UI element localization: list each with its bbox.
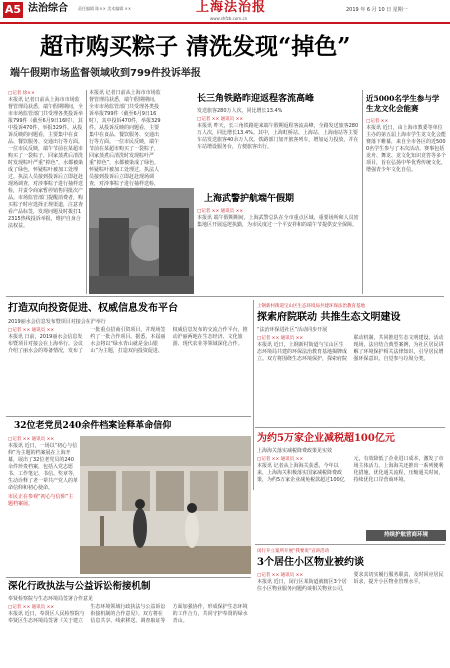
lead-byline: □记者 徐×× — [8, 91, 35, 96]
platform-headline: 打造双向投资促进、权威信息发布平台 — [8, 303, 178, 314]
platform-subhead: 2019丽水会信息发布暨项目对接会在沪举行 — [8, 319, 106, 325]
archive-photo — [80, 436, 251, 574]
enterprise-body: □记者 ×× 通讯员 ×× 本报讯 记者从上海海关获悉，今年以来，上海海关积极落实国家减税降费政策，为约5万家企业减免税款超过100亿元，有效降低了企业进口成本，激发了市场主体活力。上海海关还推出一系列便利化措施，优化通关流程，压缩通关时间，持续优化口岸营商环境。 — [257, 456, 444, 483]
lead-body-col-1: □记者 徐×× 本报讯 记者日前从上海市市场监督管理局获悉，端午假期期间，全市市场监管部门共受理各类投诉举报799件（截至6月9日16时），其中投诉470件，举报329件。从投诉反映的问题看，主要集中在食品、餐饮服务、交通出行等方面。一位市民反映，端午节前在某超市购买了一袋粽子，回家蒸煮后清洗时发现粽叶严重“掉色”，水都被染成了绿色，怀疑粽叶被加工处理过。执法人员接到投诉后立即赶赴现场调查，对涉事粽子进行抽样送检，并责令商家暂停销售同批次产品。市场监管部门提醒消费者，购买粽子时应选择正规渠道，注意查看产品标签，发现问题及时拨打12315热线投诉举报，维护自身合法权益。 — [8, 91, 84, 229]
students-headline: 近5000名学生参与学生龙文化会能赛 — [366, 94, 440, 113]
enterprise-headline: 为约5万家企业减税超100亿元 — [257, 433, 395, 444]
website: www.shfzb.com.cn — [210, 16, 248, 21]
page-code-badge: A5 — [4, 3, 22, 16]
archive-body: □记者 ×× 通讯员 ×× 本报讯 近日，一场以“初心与信仰”为主题的档案展在上海开幕，展出了32位老党员的240余件珍贵档案，包括入党志愿书、工作笔记、书信、奖章等，生动诠释了老一辈共产党人的革命信仰和初心使命。 市民正在参观“初心与信仰”主题档案展。 — [8, 437, 79, 507]
dispute-headline: 3个居住小区物业被约谈 — [257, 557, 364, 568]
paper-logo: 上海法治报 — [196, 0, 267, 15]
platform-body: □记者 ×× 通讯员 ×× 本报讯 日前，2019丽水会信息发布暨项目对接会在上海举行。会议介绍了丽水会的筹备情况，发布了一批重点招商引资项目，并现场签约了一批合作项目。据悉，本届丽水会将以“绿水青山就是金山银山”为主题，打造双向投资促进、权威信息发布的交流合作平台，推动沪丽两地在生态经济、文化旅游、现代农业等领域深化合作。 — [8, 327, 248, 354]
lead-photo — [89, 188, 194, 294]
rail-subhead: 发送旅客280万人次，同比增长13.4% — [197, 108, 283, 114]
issue-date: 2019 年 6 月 10 日 星期一 — [346, 7, 408, 13]
section-name: 法治综合 — [28, 3, 68, 14]
explore-body: □记者 ×× 通讯员 ×× 本报讯 近日，上钢新村街道与宝山区生态环境局共建的环保法治教育基地揭牌成立。双方将围绕生态环境保护，探索府院联动机制，共同推进生态文明建设。活动现场，法官结合典型案例，为社区居民讲解了环境保护相关法律知识，引导居民增强环保意识，自觉参与垃圾分类。 — [257, 335, 444, 362]
dispute-body: □记者 ×× 通讯员 ×× 本报讯 近日，闵行区某街道就辖区3个居住小区物业服务问题约谈相关物业公司，要求其切实履行服务职责，及时回应居民诉求，提升小区物业管理水平。 — [257, 572, 444, 592]
masthead — [0, 0, 450, 26]
students-body: □记者 ×× 本报讯 近日，由上海市教委等单位主办的第五届上海市学生龙文化会能赛落下帷幕，来自全市各区的近5000名学生参与了本次活动。赛事包括龙舟、舞龙、龙文化知识竞答等多个项目，旨在弘扬中华优秀传统文化，增强青少年文化自信。 — [366, 119, 447, 173]
welfare-subhead: 奉贤检察院与生态环境局签署合作意见 — [8, 596, 94, 602]
lead-subhead: 端午假期市场监督领域收到799件投诉举报 — [10, 68, 201, 79]
enterprise-subhead: 上海海关落实减税降费政策见实效 — [257, 448, 333, 454]
editor-credit: 责任编辑 陈×× 美术编辑 ×× — [78, 6, 132, 11]
dispute-kicker: 闵行开立案所开展“我要说”宣讲活动 — [257, 549, 330, 554]
lead-body-col-2: 本报讯 记者日前从上海市市场监督管理局获悉，端午假期期间，全市市场监管部门共受理各类投诉举报799件（截至6月9日16时），其中投诉470件，举报329件。从投诉反映的问题看，主要集中在食品、餐饮服务、交通出行等方面。一位市民反映，端午节前在某超市购买了一袋粽子，回家蒸煮后清洗时发现粽叶严重“掉色”，水都被染成了绿色，怀疑粽叶被加工处理过。执法人员接到投诉后立即赶赴现场调查，对涉事粽子进行抽样送检， — [89, 90, 161, 187]
welfare-body: □记者 ×× 通讯员 ×× 本报讯 近日，奉贤区人民检察院与奉贤区生态环境局签署《关于建立生态环境领域行政执法与公益诉讼衔接机制的合作意见》。双方将在信息共享、线索移送、调查取证等方面加强协作，形成保护生态环境的工作合力，共同守护奉贤的绿水青山。 — [8, 604, 248, 624]
archive-headline: 32位老党员240余件档案诠释革命信仰 — [14, 421, 172, 431]
dragon-headline: 上海武警护航端午假期 — [204, 194, 295, 204]
explore-headline: 探索府院联动 共推生态文明建设 — [257, 312, 401, 323]
rail-body: □记者 ×× 通讯员 ×× 本报讯 昨天，长三角铁路迎来端午假期返程客流高峰，全路发送旅客280万人次，同比增长13.4%。其中，上海虹桥站、上海站、上海南站等主要车站发送旅客40余万人次。铁路部门加开旅客列车，增加运力投放，并在车站增设服务台，方便旅客出行。 — [197, 117, 359, 150]
dragon-body: □记者 ×× 通讯员 ×× 本报讯 端午假期期间，上海武警总队在全市重点区域、重要场所和人员密集地区开展巡逻执勤，为市民度过一个平安祥和的端午节提供安全保障。 — [197, 209, 359, 228]
welfare-headline: 深化行政执法与公益诉讼衔接机制 — [8, 581, 151, 592]
explore-kicker: 上钢新村街道宝山区生态环境局共建环保法治教育基地 — [257, 304, 365, 309]
rail-headline: 长三角铁路昨迎返程客流高峰 — [197, 94, 315, 104]
lead-headline: 超市购买粽子 清洗发现“掉色” — [40, 33, 351, 60]
enterprise-tag: 持续护航营商环境 — [366, 530, 446, 541]
explore-subhead: “法治环保进社区”活动同步开展 — [257, 327, 328, 333]
